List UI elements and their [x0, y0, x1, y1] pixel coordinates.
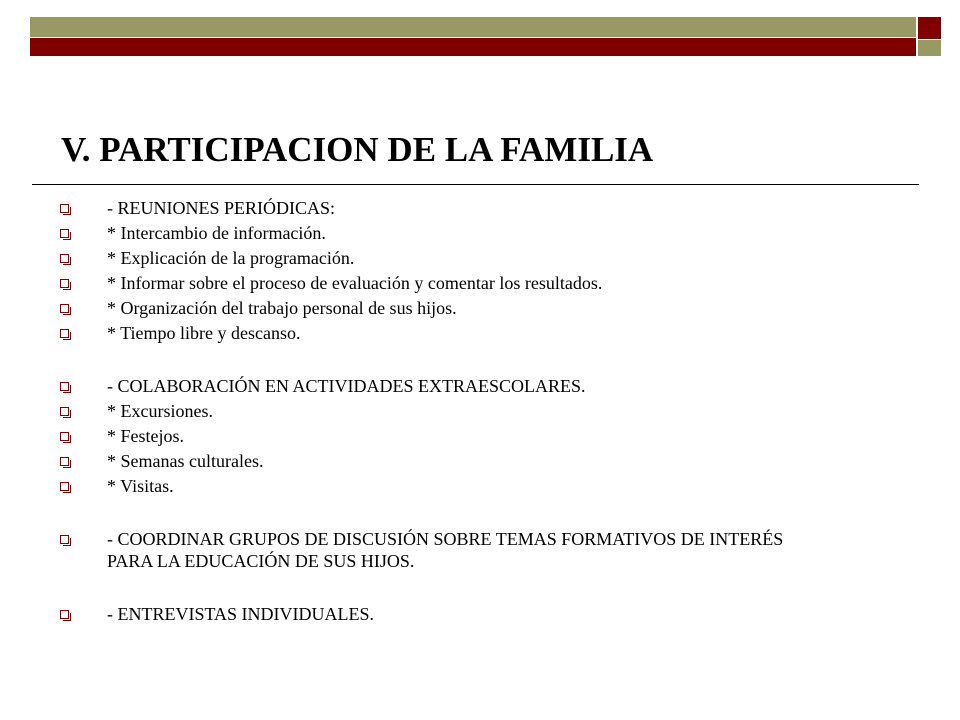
bullet-text: * Festejos. — [107, 426, 185, 446]
hollow-square-bullet-icon — [60, 610, 69, 619]
hollow-square-bullet-icon — [60, 382, 69, 391]
hollow-square-bullet-icon — [60, 229, 69, 238]
hollow-square-bullet-icon — [60, 329, 69, 338]
bullet-text: - COLABORACIÓN EN ACTIVIDADES EXTRAESCOLARES. — [107, 376, 586, 396]
bullet-text: * Excursiones. — [107, 401, 213, 421]
hollow-square-bullet-icon — [60, 482, 69, 491]
bullet-text: * Intercambio de información. — [107, 223, 326, 243]
hollow-square-bullet-icon — [60, 304, 69, 313]
bullet-text: * Semanas culturales. — [107, 451, 264, 471]
hollow-square-bullet-icon — [60, 457, 69, 466]
bullet-text: * Informar sobre el proceso de evaluación y comentar los resultados. — [107, 273, 603, 293]
hollow-square-bullet-icon — [60, 204, 69, 213]
slide-title: V. PARTICIPACION DE LA FAMILIA — [61, 130, 654, 169]
hollow-square-bullet-icon — [60, 535, 69, 544]
hollow-square-bullet-icon — [60, 407, 69, 416]
bullet-text: * Visitas. — [107, 476, 174, 496]
bullet-text: * Tiempo libre y descanso. — [107, 323, 301, 343]
hollow-square-bullet-icon — [60, 432, 69, 441]
bullet-text: * Explicación de la programación. — [107, 248, 355, 268]
hollow-square-bullet-icon — [60, 254, 69, 263]
bullet-text: * Organización del trabajo personal de sus hijos. — [107, 298, 457, 318]
bullet-text: - REUNIONES PERIÓDICAS: — [107, 198, 336, 218]
bullet-text: - ENTREVISTAS INDIVIDUALES. — [107, 604, 375, 624]
hollow-square-bullet-icon — [60, 279, 69, 288]
bullet-text: - COORDINAR GRUPOS DE DISCUSIÓN SOBRE TEMAS FORMATIVOS DE INTERÉS PARA LA EDUCACIÓN DE SUS HIJOS. — [107, 529, 784, 571]
